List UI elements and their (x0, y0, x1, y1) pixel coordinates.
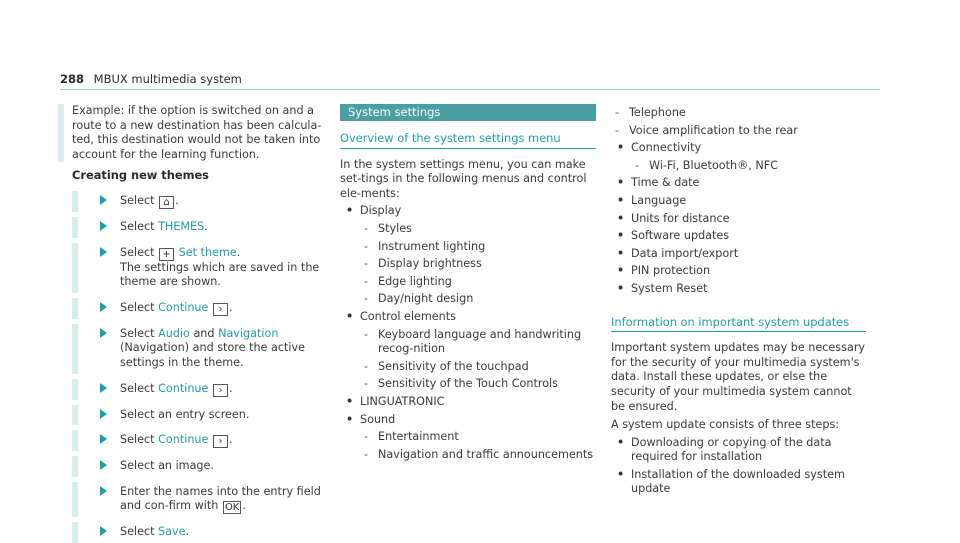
step-text: Select (120, 326, 155, 340)
menu-item-label: Sound (360, 412, 396, 426)
arrow-icon (100, 221, 107, 231)
header-title: MBUX multimedia system (93, 72, 242, 86)
update-step: • Installation of the downloaded system update (611, 468, 866, 497)
submenu-list (631, 159, 866, 174)
menu-item-label: Data import/export (631, 246, 739, 260)
system-updates-heading: Information on important system updates (611, 315, 866, 333)
step-bar (72, 243, 78, 293)
submenu-item: - Navigation and traffic announcements (360, 448, 596, 463)
arrow-icon (100, 383, 107, 393)
step-text: . (185, 525, 190, 539)
column-middle (340, 104, 596, 462)
submenu-item: - Entertainment (360, 430, 596, 445)
step-bar (72, 482, 78, 518)
example-note (58, 104, 334, 162)
step-item (72, 408, 334, 423)
submenu-item: - Voice amplification to the rear (611, 124, 866, 139)
menu-item-label: Software updates (631, 229, 730, 243)
page-number: 288 (60, 72, 85, 86)
step-item (72, 301, 334, 316)
arrow-icon (100, 460, 107, 470)
menu-item-label: Language (631, 193, 687, 207)
creating-themes-heading: Creating new themes (72, 168, 209, 183)
submenu-list (360, 328, 596, 392)
step-bar (72, 456, 78, 477)
submenu-item: - Styles (360, 222, 596, 237)
step-text: Select (120, 433, 155, 447)
menu-item-label: PIN protection (631, 264, 711, 278)
menu-item (611, 141, 866, 173)
step-text: Select (120, 525, 155, 539)
step-item (72, 382, 334, 397)
chevron-right-icon: › (213, 384, 228, 397)
step-text: Select (120, 219, 155, 233)
arrow-icon (100, 247, 107, 257)
menu-item (611, 229, 866, 244)
menu-item-label: Units for distance (631, 211, 730, 225)
submenu-item: - Sensitivity of the Touch Controls (360, 377, 596, 392)
arrow-icon (100, 409, 107, 419)
step-item (72, 433, 334, 448)
menu-item-label: Time & date (631, 176, 700, 190)
header-rule (60, 89, 880, 90)
arrow-icon (100, 486, 107, 496)
menu-item (611, 194, 866, 209)
plus-icon: + (159, 248, 174, 261)
home-icon: ⌂ (159, 196, 174, 209)
step-text: Select (120, 245, 155, 259)
step-text: . (204, 219, 208, 233)
section-title-bar: System settings (340, 104, 596, 121)
menu-item (340, 204, 596, 307)
submenu-list (360, 430, 596, 462)
arrow-icon (100, 434, 107, 444)
step-text: . (175, 193, 179, 207)
submenu-item: - Day/night design (360, 292, 596, 307)
step-text: Enter the names into the entry field and con-firm with (120, 484, 321, 513)
step-text: . (228, 300, 233, 314)
menu-item (340, 395, 596, 410)
arrow-icon (100, 526, 107, 536)
step-bar (72, 324, 78, 374)
step-text: . (242, 499, 246, 513)
control-label: Set theme (178, 245, 237, 259)
step-text: . (228, 381, 233, 395)
control-label: Audio (158, 326, 190, 340)
control-label: Continue (158, 300, 209, 314)
step-item (72, 194, 334, 209)
submenu-item: - Wi-Fi, Bluetooth®, NFC (631, 159, 866, 174)
step-text: and (193, 326, 215, 340)
step-note: The settings which are saved in the theme are shown. (120, 260, 320, 289)
updates-paragraph: Important system updates may be necessary for the security of your multimedia system's data. Install these updates, or else the security of your multimedia system cannot be ensured. (611, 341, 866, 413)
step-item (72, 220, 334, 235)
arrow-icon (100, 195, 107, 205)
submenu-item: - Sensitivity of the touchpad (360, 360, 596, 375)
step-item (72, 246, 334, 290)
arrow-icon (100, 328, 107, 338)
submenu-item: - Keyboard language and handwriting recog-nition (360, 328, 596, 357)
submenu-item: - Edge lighting (360, 275, 596, 290)
control-label: Continue (158, 381, 209, 395)
update-step: • Downloading or copying of the data required for installation (611, 436, 866, 465)
menu-item-label: Connectivity (631, 141, 702, 155)
arrow-icon (100, 302, 107, 312)
chevron-right-icon: › (213, 303, 228, 316)
control-label: THEMES (158, 219, 205, 233)
menu-item (611, 264, 866, 279)
step-bar (72, 298, 78, 319)
column-left (72, 104, 334, 540)
submenu-item: - Display brightness (360, 257, 596, 272)
control-label: Navigation (218, 326, 279, 340)
control-label: Continue (158, 433, 209, 447)
step-item (72, 485, 334, 515)
step-bar (72, 217, 78, 238)
step-text: Select (120, 193, 155, 207)
control-label: Save (158, 525, 186, 539)
step-text: Select (120, 381, 155, 395)
step-text: . (236, 245, 241, 259)
menu-item (611, 176, 866, 191)
updates-steps-intro: A system update consists of three steps: (611, 418, 840, 432)
example-text: Example: if the option is switched on and a route to a new destination has been calcula-ted, this destination would not be taken into account for the learning function. (72, 104, 322, 161)
menu-item (340, 310, 596, 392)
menu-item (611, 247, 866, 262)
chevron-right-icon: › (213, 435, 228, 448)
sound-continued-list (611, 106, 866, 138)
settings-menu-list (340, 204, 596, 462)
menu-item (340, 413, 596, 463)
step-bar (72, 405, 78, 426)
overview-heading: Overview of the system settings menu (340, 131, 596, 149)
step-text: Select an image. (120, 459, 214, 473)
menu-item-label: LINGUATRONIC (360, 394, 445, 408)
step-text: (Navigation) and store the active settings in the theme. (120, 341, 306, 369)
step-bar (72, 430, 78, 451)
menu-item (611, 212, 866, 227)
submenu-item: - Instrument lighting (360, 240, 596, 255)
overview-intro: In the system settings menu, you can make set-tings in the following menus and control ele-ments: (340, 157, 587, 200)
menu-item-label: System Reset (631, 281, 708, 295)
step-item (72, 327, 334, 371)
submenu-item: - Telephone (611, 106, 866, 121)
submenu-list (360, 222, 596, 307)
menu-item-label: Control elements (360, 309, 456, 323)
step-text: Select (120, 300, 155, 314)
ok-icon: OK (224, 502, 240, 514)
column-right (611, 104, 866, 497)
steps-list (72, 194, 334, 540)
settings-menu-list-continued (611, 141, 866, 296)
step-bar (72, 379, 78, 400)
page-header (60, 72, 242, 86)
update-steps-list (611, 436, 866, 497)
step-item (72, 459, 334, 474)
step-text: Select an entry screen. (120, 407, 250, 421)
menu-item-label: Display (360, 204, 402, 218)
menu-item (611, 282, 866, 297)
step-text: . (228, 433, 233, 447)
step-bar (72, 191, 78, 212)
